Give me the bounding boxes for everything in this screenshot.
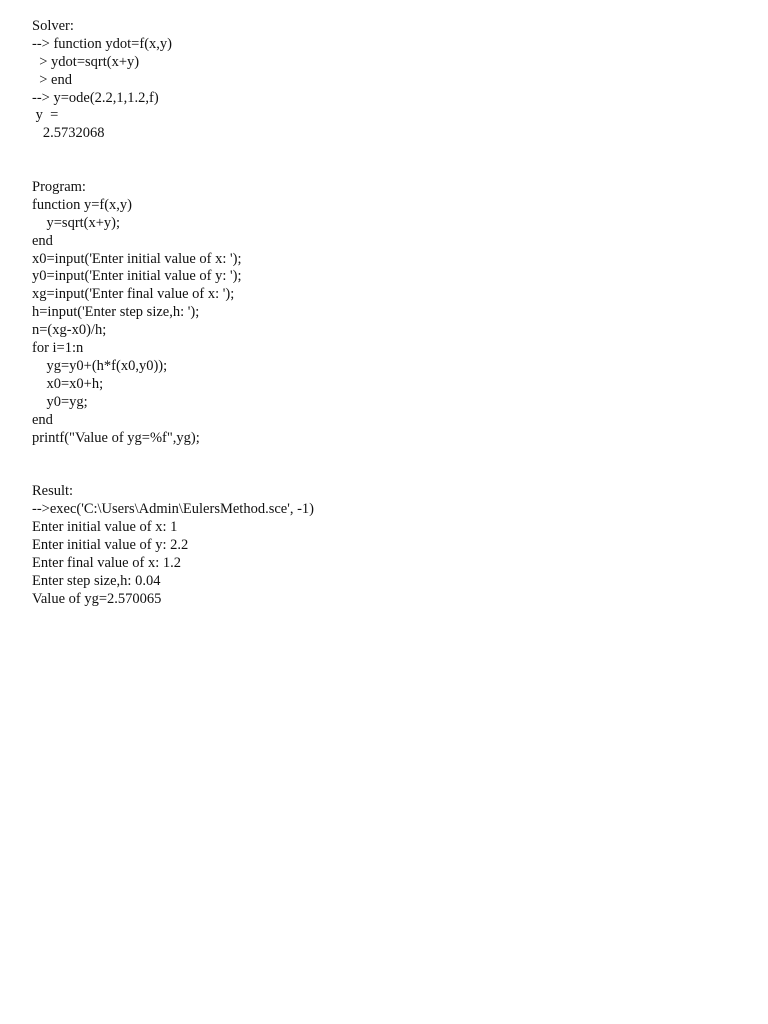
program-line: yg=y0+(h*f(x0,y0)); <box>32 357 168 374</box>
program-line: n=(xg-x0)/h; <box>32 322 107 339</box>
solver-line: --> y=ode(2.2,1,1.2,f) <box>32 89 159 106</box>
program-section <box>32 179 732 447</box>
result-line: Value of yg=2.570065 <box>32 590 162 607</box>
solver-line: y = <box>32 107 59 124</box>
program-line: function y=f(x,y) <box>32 196 132 213</box>
document-page <box>32 18 732 608</box>
solver-line: --> function ydot=f(x,y) <box>32 35 172 52</box>
solver-line: > ydot=sqrt(x+y) <box>32 53 140 70</box>
result-line: Enter initial value of y: 2.2 <box>32 536 189 553</box>
result-heading: Result: <box>32 483 74 500</box>
program-line: end <box>32 411 53 428</box>
program-line: y0=input('Enter initial value of y: '); <box>32 268 242 285</box>
result-line: Enter final value of x: 1.2 <box>32 554 181 571</box>
result-section <box>32 483 732 608</box>
program-line: xg=input('Enter final value of x: '); <box>32 286 235 303</box>
solver-heading: Solver: <box>32 18 74 34</box>
program-line: x0=x0+h; <box>32 375 104 392</box>
section-spacer <box>32 447 732 483</box>
solver-section <box>32 18 732 143</box>
program-line: x0=input('Enter initial value of x: '); <box>32 250 242 267</box>
program-line: end <box>32 232 53 249</box>
result-line: Enter step size,h: 0.04 <box>32 572 161 589</box>
section-spacer <box>32 143 732 179</box>
program-line: y0=yg; <box>32 393 88 410</box>
program-line: y=sqrt(x+y); <box>32 214 121 231</box>
program-heading: Program: <box>32 179 86 196</box>
program-line: for i=1:n <box>32 340 84 357</box>
result-line: Enter initial value of x: 1 <box>32 518 178 535</box>
solver-line: 2.5732068 <box>32 125 105 142</box>
program-line: h=input('Enter step size,h: '); <box>32 304 200 321</box>
program-line: printf("Value of yg=%f",yg); <box>32 429 200 446</box>
solver-line: > end <box>32 71 72 88</box>
result-line: -->exec('C:\Users\Admin\EulersMethod.sce', -1) <box>32 501 314 518</box>
